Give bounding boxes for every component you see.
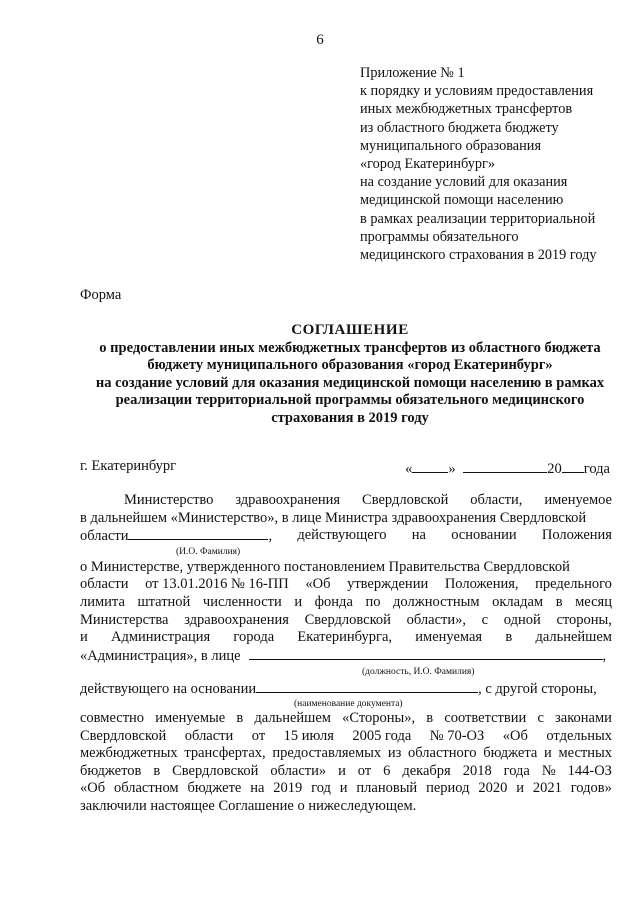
word: с [481, 611, 489, 628]
word: с [537, 709, 544, 726]
word: законами [555, 709, 612, 726]
day-blank[interactable] [412, 460, 448, 473]
text-line [80, 728, 612, 746]
year-prefix: 20 [547, 461, 562, 477]
word: «Стороны», [342, 709, 416, 726]
date-close-quote: » [448, 461, 456, 477]
appendix-line: муниципального образования [360, 137, 542, 154]
word: окладам [492, 593, 544, 610]
word: месяц [575, 593, 612, 610]
word: совместно [80, 709, 145, 726]
caption-position: (должность, И.О. Фамилия) [362, 667, 475, 678]
word: «Об [80, 780, 106, 797]
word: Министерство [124, 492, 214, 508]
word: действующего [297, 527, 387, 544]
word: отдельных [546, 727, 612, 744]
text-line: заключили настоящее Соглашение о нижеследующем. [80, 797, 417, 814]
caption-row [80, 665, 612, 678]
agreement-subtitle-line: на создание условий для оказания медицинской помощи населению в рамках [95, 374, 605, 391]
word: года [503, 762, 530, 779]
minister-name-blank[interactable] [128, 527, 268, 540]
word: области [80, 576, 129, 593]
word: Положения [541, 527, 612, 544]
agreement-subtitle-line: страхования в 2019 году [271, 409, 429, 426]
word: предоставляемых [272, 745, 382, 762]
page-number: 6 [316, 32, 324, 48]
caption-row [80, 546, 612, 559]
date-field [405, 460, 610, 478]
word: в [505, 629, 513, 646]
word: по [365, 593, 381, 610]
appendix-line: «город Екатеринбург» [360, 156, 496, 173]
word: здравоохранения [184, 611, 289, 628]
appendix-line: программы обязательного [360, 228, 519, 245]
appendix-line: из областного бюджета бюджету [360, 119, 559, 136]
word: и [80, 629, 88, 646]
word: 2021 [532, 780, 562, 797]
word: из [387, 745, 402, 762]
word: и [516, 780, 524, 797]
word: области», [406, 611, 466, 628]
word: и [544, 745, 552, 762]
word: области [80, 528, 129, 545]
appendix-line: медицинской помощи населению [360, 192, 564, 209]
word: действующего на основании [80, 681, 257, 698]
word: 2019 [273, 780, 303, 797]
word: на [250, 780, 265, 797]
word: , [602, 647, 607, 664]
word: № [541, 762, 556, 779]
word: от [357, 762, 372, 779]
text-line [80, 763, 612, 781]
word: области» [270, 762, 327, 779]
basis-document-blank[interactable] [256, 680, 478, 693]
word: штатной [137, 593, 191, 610]
word: именуемое [544, 492, 612, 508]
year-suffix: года [583, 461, 610, 477]
word: «Об [502, 727, 528, 744]
month-blank[interactable] [463, 460, 547, 473]
word: Свердловской [80, 727, 167, 744]
text-line [80, 612, 612, 630]
word: в [426, 709, 434, 726]
agreement-title: СОГЛАШЕНИЕ [291, 322, 409, 338]
text-line [80, 780, 612, 798]
word: в [236, 709, 244, 726]
agreement-title-block [60, 320, 640, 427]
word: № 70-ОЗ [429, 727, 485, 744]
word: плановый [356, 780, 418, 797]
word: бюджетов [80, 762, 142, 779]
word: Екатеринбурга, [297, 629, 393, 646]
word: одной [503, 611, 541, 628]
appendix-line: медицинского страхования в 2019 году [360, 247, 597, 264]
word: фонда [314, 593, 353, 610]
word: Положения, [444, 576, 519, 593]
word: и [294, 593, 303, 610]
text-line: о Министерстве, утвержденного постановлением Правительства Свердловской [80, 558, 570, 575]
word: дальнейшем [535, 629, 612, 646]
agreement-subtitle-line: бюджету муниципального образования «город Екатеринбург» [147, 357, 553, 374]
word: в [153, 762, 161, 779]
text-line [80, 745, 612, 763]
appendix-line: иных межбюджетных трансфертов [360, 101, 573, 118]
word: межбюджетных [80, 745, 178, 762]
word: Свердловской [304, 611, 391, 628]
text-line-ministry-signatory [80, 527, 612, 546]
word: 2020 [478, 780, 508, 797]
administration-representative-blank[interactable] [249, 647, 603, 660]
word: 6 [383, 762, 391, 779]
text-line-administration [80, 647, 612, 666]
word: области [184, 727, 234, 744]
word: год [311, 780, 331, 797]
word: 2018 [462, 762, 492, 779]
word: и [339, 780, 348, 797]
appendix-line: к порядку и условиям предоставления [360, 83, 594, 100]
word: местных [558, 745, 612, 762]
word: лимита [80, 593, 125, 610]
form-label: Форма [80, 287, 122, 303]
place-of-signing: г. Екатеринбург [80, 458, 177, 474]
word: предельного [535, 576, 612, 593]
word: областном [113, 780, 179, 797]
agreement-subtitle-line: реализации территориальной программы обязательного медицинского [115, 392, 585, 409]
word: стороны, [556, 611, 612, 628]
text-line [80, 576, 612, 594]
word: годов» [570, 780, 612, 797]
word: от 13.01.2016 № 16-ПП [145, 576, 289, 593]
word: областного [408, 745, 477, 762]
word: , [268, 528, 273, 545]
word: от [251, 727, 266, 744]
text-line [80, 594, 612, 612]
word: численности [202, 593, 282, 610]
caption-row [80, 699, 612, 710]
word: здравоохранения [235, 492, 341, 508]
word: Свердловской [172, 762, 259, 779]
word: соответствии [444, 709, 527, 726]
word: «Об [305, 576, 331, 593]
date-open-quote: « [405, 461, 413, 477]
word: именуемые [155, 709, 226, 726]
text-line: в дальнейшем «Министерство», в лице Министра здравоохранения Свердловской [80, 509, 587, 526]
word: области, [470, 492, 523, 508]
word: 2005 года [352, 727, 412, 744]
appendix-line: на создание условий для оказания [360, 174, 568, 191]
word: Администрация [111, 629, 211, 646]
word: декабря [402, 762, 451, 779]
appendix-line: в рамках реализации территориальной [360, 210, 596, 227]
word: города [233, 629, 275, 646]
caption-document: (наименование документа) [294, 698, 403, 709]
word: именуемая [415, 629, 483, 646]
word: бюджете [187, 780, 242, 797]
text-line [80, 492, 612, 510]
appendix-block [360, 64, 630, 264]
agreement-preamble [80, 492, 612, 816]
word: должностным [393, 593, 480, 610]
word: , с другой стороны, [478, 681, 597, 698]
word: период [426, 780, 470, 797]
word: в [555, 593, 563, 610]
caption-fio: (И.О. Фамилия) [176, 546, 241, 557]
word: Министерства [80, 611, 169, 628]
text-line [80, 629, 612, 647]
word: утверждении [347, 576, 429, 593]
word: основании [451, 527, 517, 544]
word: бюджета [483, 745, 538, 762]
word: и [338, 762, 346, 779]
word: «Администрация», в лице [80, 647, 241, 664]
appendix-title: Приложение № 1 [360, 65, 465, 81]
year-blank[interactable] [562, 460, 584, 473]
word: 144-ОЗ [567, 762, 612, 779]
word: 15 июля [283, 727, 334, 744]
word: дальнейшем [254, 709, 331, 726]
word: Свердловской [362, 492, 449, 508]
agreement-subtitle-line: о предоставлении иных межбюджетных трансфертов из областного бюджета [99, 340, 601, 356]
word: трансфертах, [184, 745, 266, 762]
word: на [411, 527, 426, 544]
